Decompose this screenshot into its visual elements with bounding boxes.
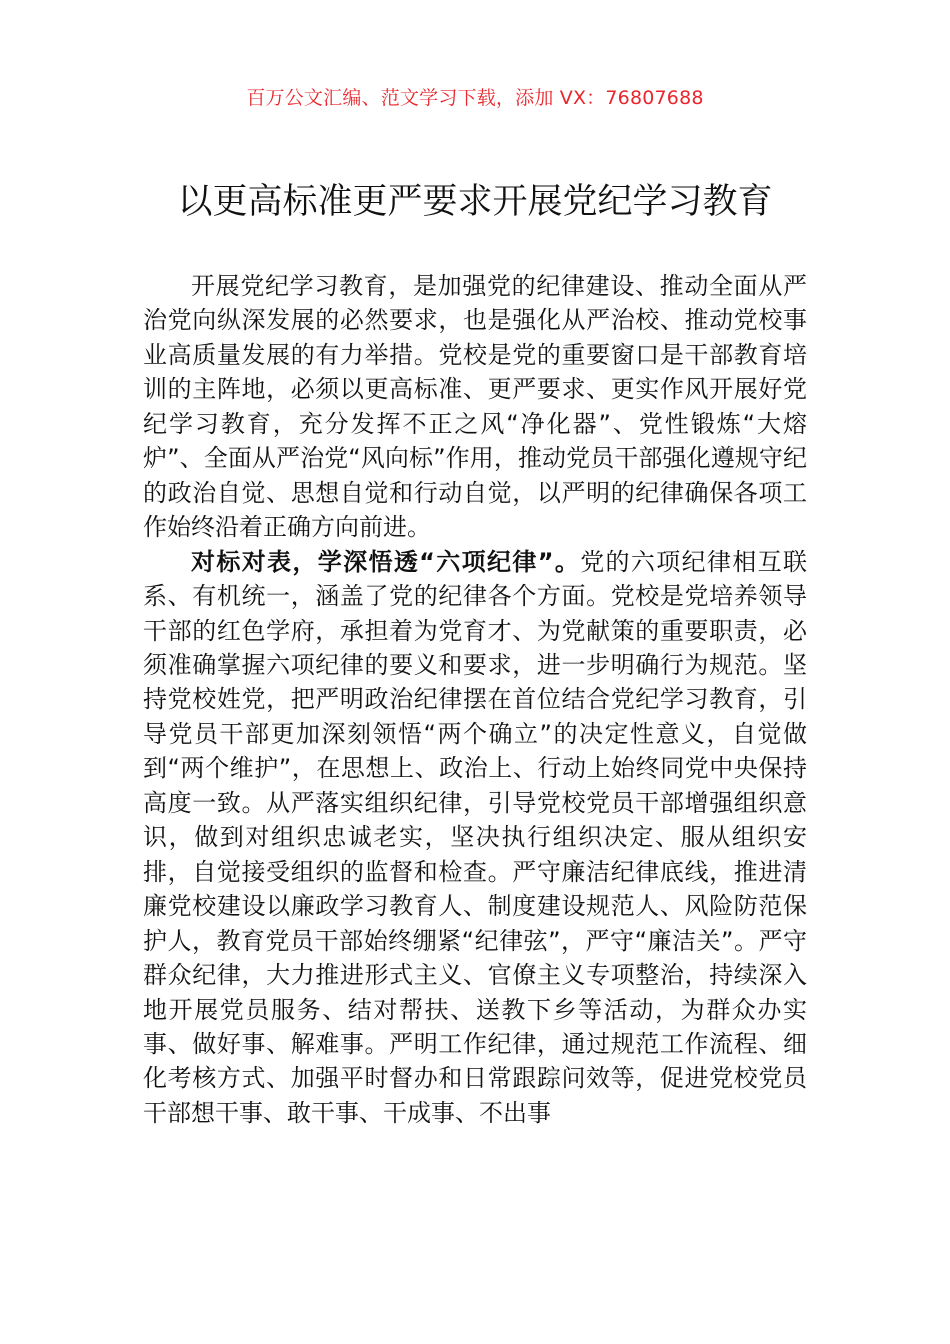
- paragraph-intro-text: 开展党纪学习教育，是加强党的纪律建设、推动全面从严治党向纵深发展的必然要求，也是强化从严治校、推动党校事业高质量发展的有力举措。党校是党的重要窗口是干部教育培训的主阵地，必须以更高标准、更严要求、更实作风开展好党纪学习教育，充分发挥不正之风“净化器”、党性锻炼“大熔炉”、全面从严治党“风向标”作用，推动党员干部强化遵规守纪的政治自觉、思想自觉和行动自觉，以严明的纪律确保各项工作始终沿着正确方向前进。: [143, 272, 807, 542]
- paragraph-six-disciplines: [143, 545, 807, 1131]
- document-body: [143, 269, 807, 1130]
- paragraph-intro: [143, 269, 807, 545]
- header-note: 百万公文汇编、范文学习下载，添加 VX：76807688: [246, 87, 704, 109]
- paragraph-six-disciplines-text: 党的六项纪律相互联系、有机统一，涵盖了党的纪律各个方面。党校是党培养领导干部的红色学府，承担着为党育才、为党献策的重要职责，必须准确掌握六项纪律的要义和要求，进一步明确行为规范。坚持党校姓党，把严明政治纪律摆在首位结合党纪学习教育，引导党员干部更加深刻领悟“两个确立”的决定性意义，自觉做到“两个维护”，在思想上、政治上、行动上始终同党中央保持高度一致。从严落实组织纪律，引导党校党员干部增强组织意识，做到对组织忠诚老实，坚决执行组织决定、服从组织安排，自觉接受组织的监督和检查。严守廉洁纪律底线，推进清廉党校建设以廉政学习教育人、制度建设规范人、风险防范保护人，教育党员干部始终绷紧“纪律弦”，严守“廉洁关”。严守群众纪律，大力推进形式主义、官僚主义专项整治，持续深入地开展党员服务、结对帮扶、送教下乡等活动，为群众办实事、做好事、解难事。严明工作纪律，通过规范工作流程、细化考核方式、加强平时督办和日常跟踪问效等，促进党校党员干部想干事、敢干事、干成事、不出事: [143, 547, 808, 1127]
- document-title: 以更高标准更严要求开展党纪学习教育: [177, 182, 773, 222]
- paragraph-lead-heading: 对标对表，学深悟透“六项纪律”。: [191, 547, 581, 576]
